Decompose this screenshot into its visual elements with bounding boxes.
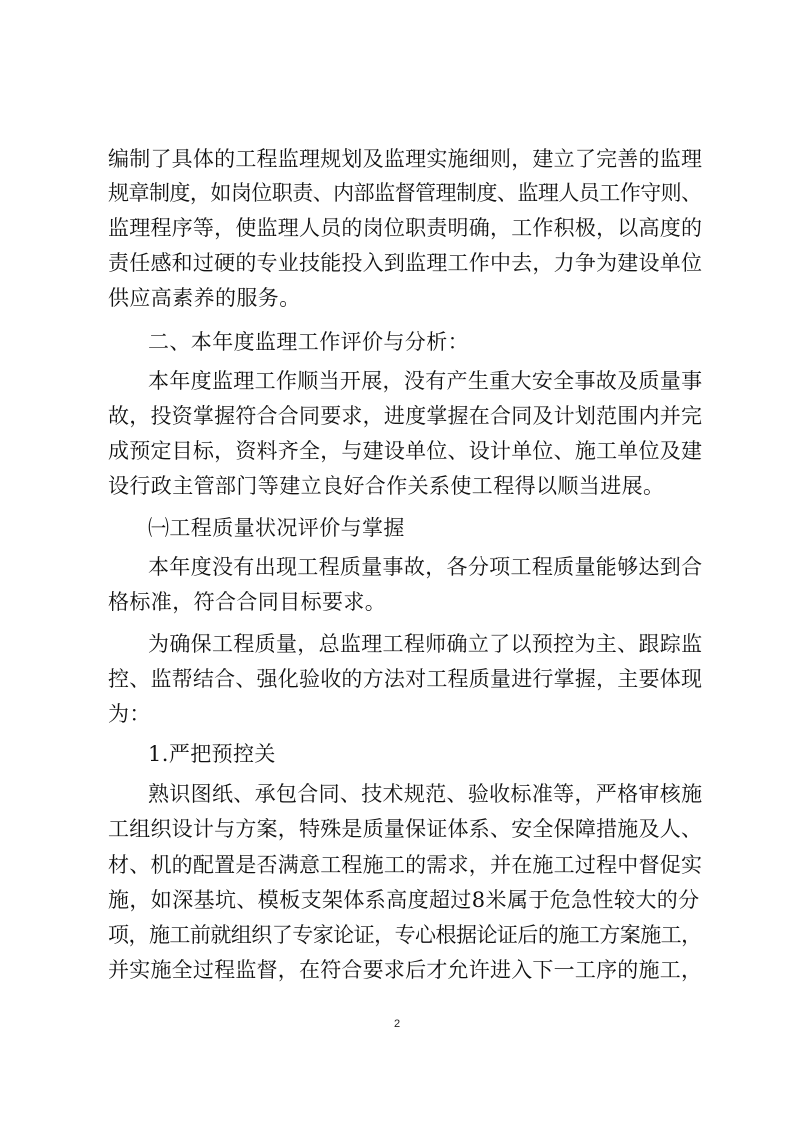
- body-text-line: 熟识图纸、承包合同、技术规范、验收标准等，严格审核施: [148, 782, 703, 806]
- body-text-line: 为确保工程质量，总监理工程师确立了以预控为主、跟踪监: [148, 632, 703, 656]
- body-text-line: 成预定目标，资料齐全，与建设单位、设计单位、施工单位及建: [108, 439, 703, 463]
- numbered-heading: 1.严把预控关: [148, 742, 276, 766]
- section-heading: 二、本年度监理工作评价与分析：: [148, 330, 469, 354]
- body-text-line: 监理程序等，使监理人员的岗位职责明确，工作积极，以高度的: [108, 216, 703, 240]
- subsection-heading: ㈠工程质量状况评价与掌握: [148, 516, 405, 540]
- body-text-line: 设行政主管部门等建立良好合作关系使工程得以顺当进展。: [108, 474, 665, 498]
- page-number: 2: [393, 1018, 401, 1030]
- body-text-line: 为：: [108, 702, 151, 726]
- body-text-line: 工组织设计与方案，特殊是质量保证体系、安全保障措施及人、: [108, 817, 703, 841]
- body-text-line: 供应高素养的服务。: [108, 286, 301, 310]
- body-text-line: 并实施全过程监督，在符合要求后才允许进入下一工序的施工，: [108, 958, 703, 982]
- body-text-line: 编制了具体的工程监理规划及监理实施细则，建立了完善的监理: [108, 147, 703, 171]
- body-text-line: 项，施工前就组织了专家论证，专心根据论证后的施工方案施工，: [108, 923, 702, 947]
- body-text-line: 责任感和过硬的专业技能投入到监理工作中去，力争为建设单位: [108, 251, 703, 275]
- body-text-line: 规章制度，如岗位职责、内部监督管理制度、监理人员工作守则、: [108, 181, 702, 205]
- body-text-line: 控、监帮结合、强化验收的方法对工程质量进行掌握，主要体现: [108, 667, 703, 691]
- body-text-line: 格标准，符合合同目标要求。: [108, 590, 387, 614]
- body-text-line: 材、机的配置是否满意工程施工的需求，并在施工过程中督促实: [108, 853, 703, 877]
- body-text-line: 施，如深基坑、模板支架体系高度超过8米属于危急性较大的分: [108, 888, 700, 912]
- body-text-line: 故，投资掌握符合合同要求，进度掌握在合同及计划范围内并完: [108, 404, 703, 428]
- body-text-line: 本年度没有出现工程质量事故，各分项工程质量能够达到合: [148, 555, 703, 579]
- body-text-line: 本年度监理工作顺当开展，没有产生重大安全事故及质量事: [148, 369, 703, 393]
